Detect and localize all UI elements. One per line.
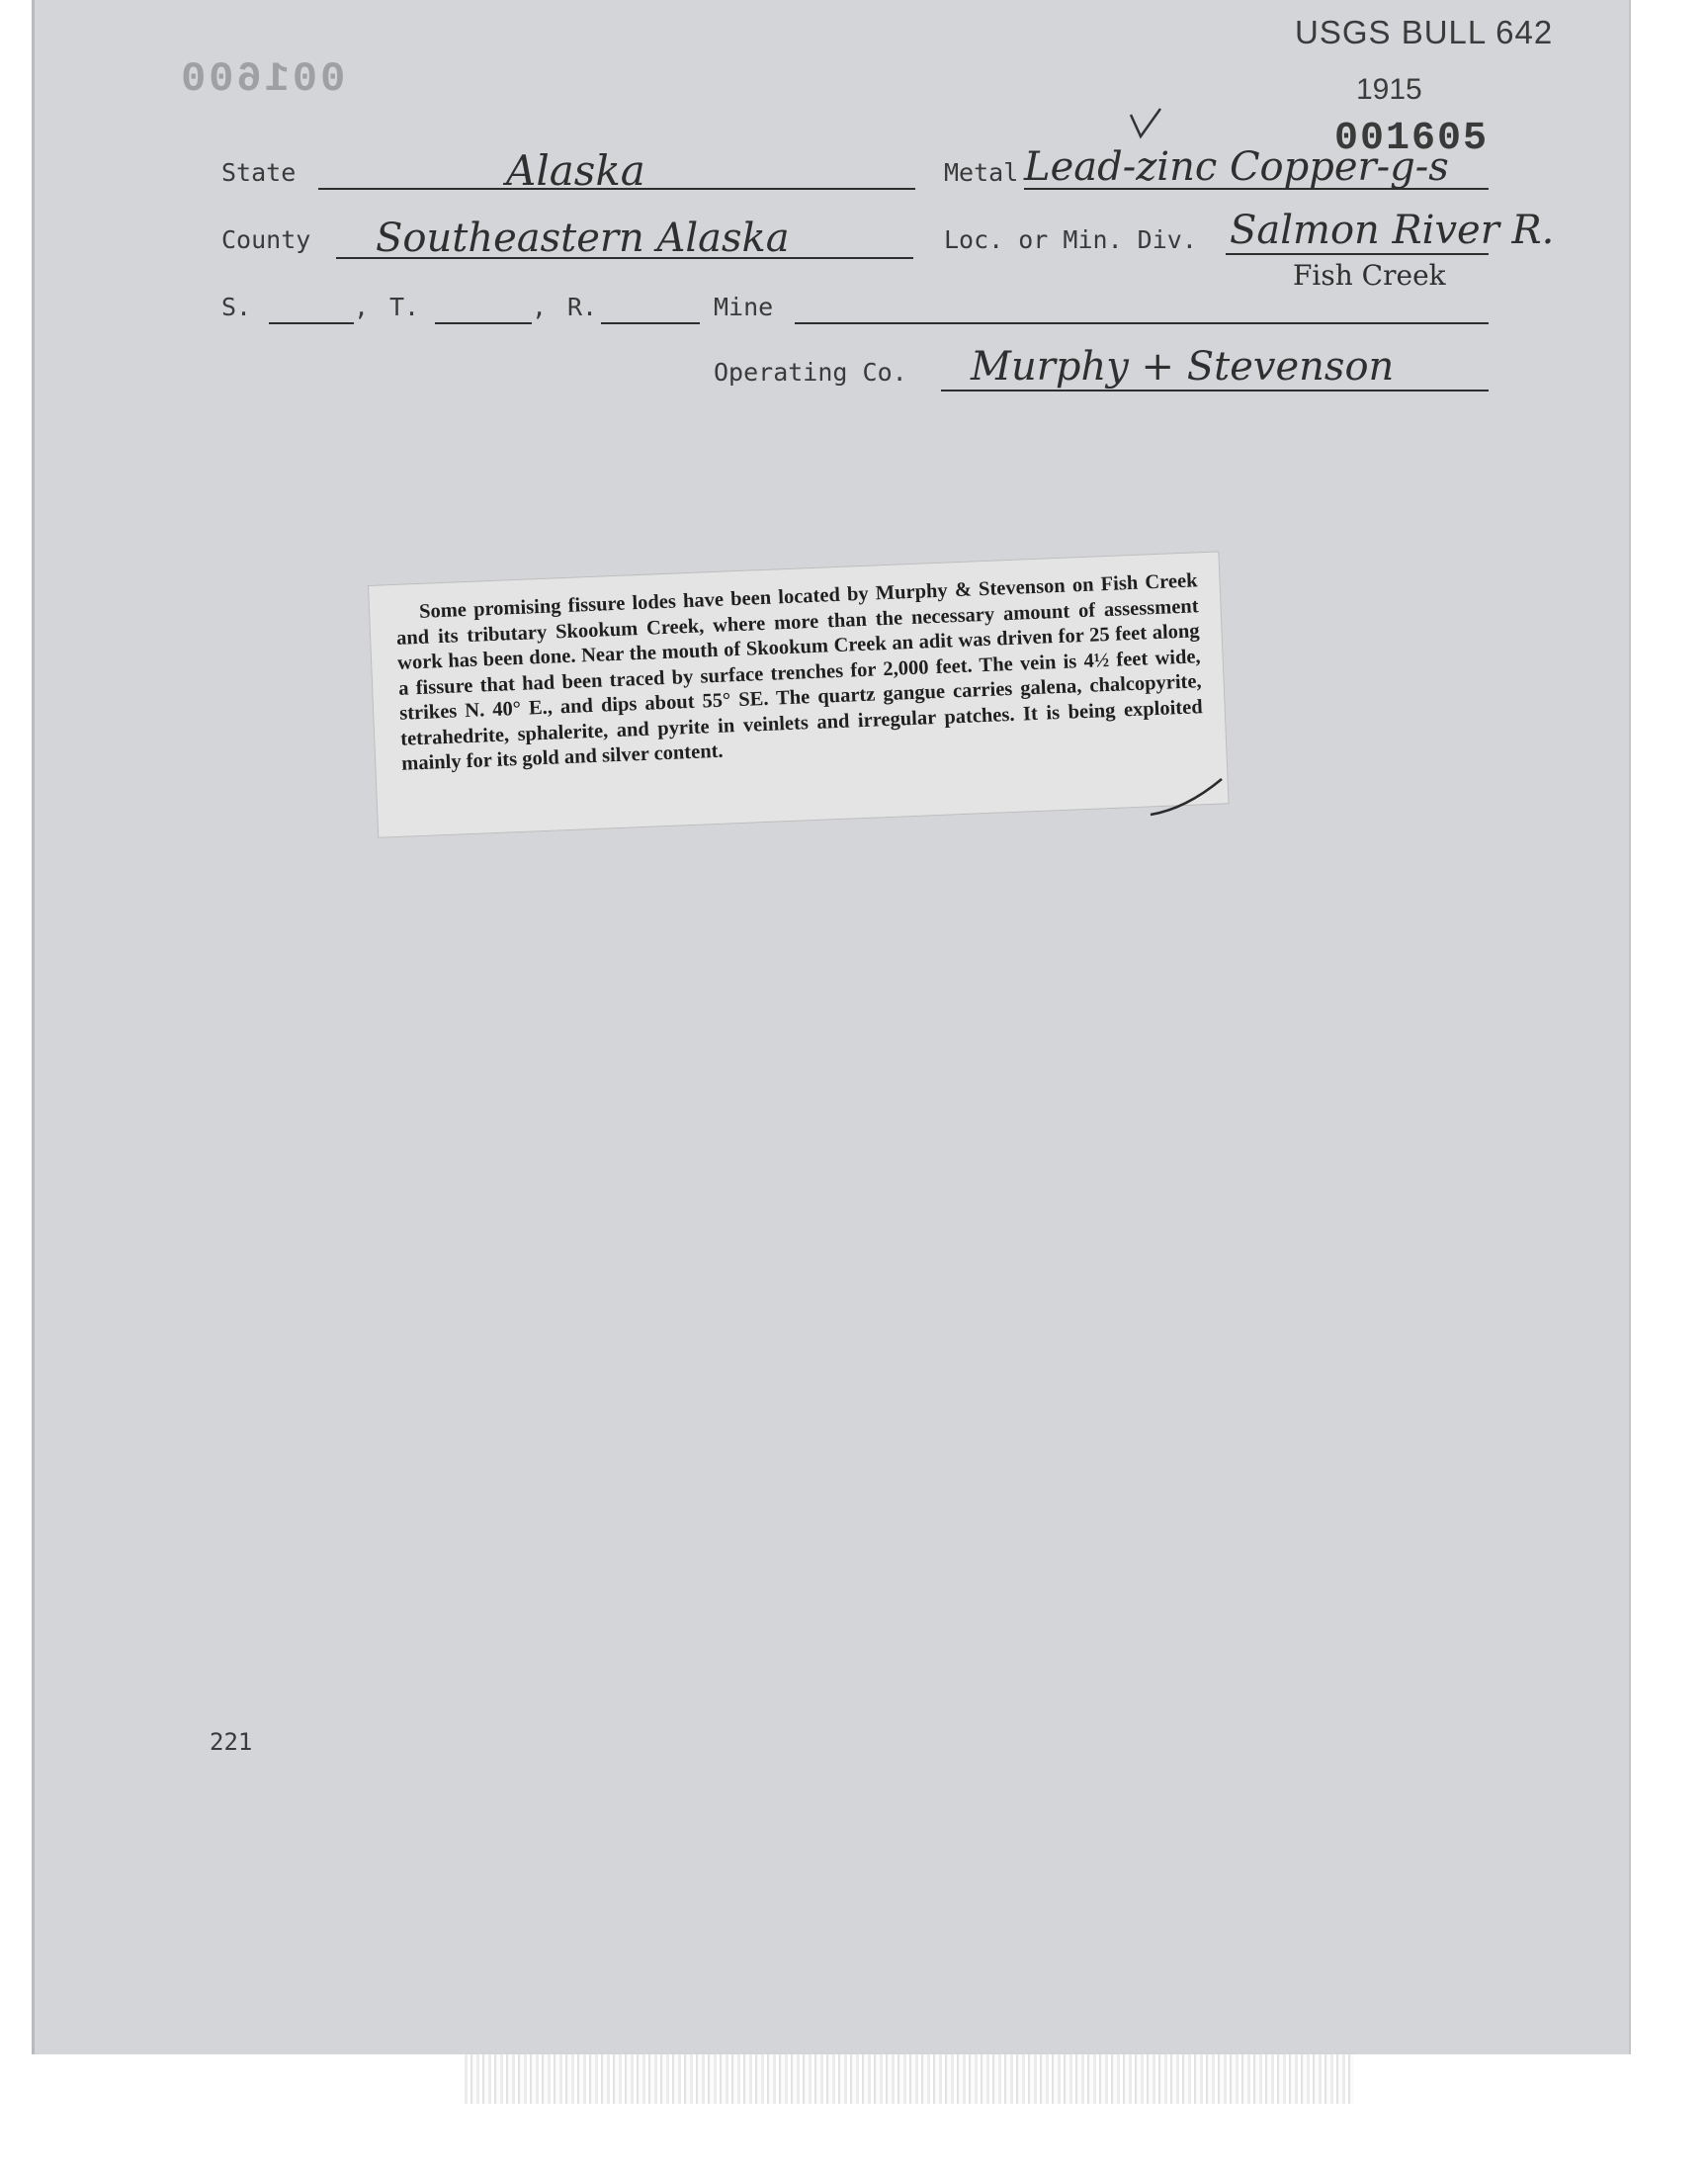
clipping-text: Some promising fissure lodes have been located by Murphy & Stevenson on Fish Creek and its tributary Skookum Creek, where more than the necessary amount of assessment work has been done. Near the mouth of Skookum Creek an adit was driven for 25 feet along a fissure that had been traced by surface trenches for 2,000 feet. The vein is 4½ feet wide, strikes N. 40° E., and dips about 55° SE. The quartz gangue carries galena, chalcopyrite, tetrahedrite, sphalerite, and pyrite in veinlets and irregular patches. It is being exploited mainly for its gold and silver content. xyxy=(395,569,1204,775)
mine-line xyxy=(795,322,1489,324)
operating-label: Operating Co. xyxy=(714,358,907,387)
range-line xyxy=(601,322,700,324)
text-clipping xyxy=(368,551,1230,837)
operating-line xyxy=(941,390,1489,392)
check-mark-icon xyxy=(1127,105,1166,144)
operating-value: Murphy + Stevenson xyxy=(971,344,1395,390)
scan-edge-strip xyxy=(465,2054,1354,2104)
comma-2: , xyxy=(532,293,548,321)
record-card xyxy=(32,0,1631,2054)
comma-1: , xyxy=(354,293,370,321)
section-label: S. xyxy=(221,293,252,321)
metal-value: Lead-zinc Copper-g-s xyxy=(1024,144,1449,190)
ghost-record-number: 001600 xyxy=(178,55,346,103)
mine-label: Mine xyxy=(714,293,774,321)
pen-check-stroke xyxy=(1147,773,1226,821)
locdiv-label: Loc. or Min. Div. xyxy=(944,225,1197,254)
county-line xyxy=(336,257,913,259)
page-number: 221 xyxy=(210,1728,253,1756)
township-line xyxy=(435,322,532,324)
state-value: Alaska xyxy=(506,146,645,195)
locdiv-line xyxy=(1226,253,1489,255)
county-label: County xyxy=(221,225,311,254)
state-line xyxy=(318,188,915,190)
metal-line xyxy=(1024,188,1489,190)
metal-label: Metal xyxy=(944,158,1019,187)
year: 1915 xyxy=(1356,73,1422,106)
range-label: R. xyxy=(567,293,598,321)
state-label: State xyxy=(221,158,297,187)
source-reference: USGS BULL 642 xyxy=(1295,14,1554,50)
locdiv-value: Salmon River R. xyxy=(1230,208,1555,253)
township-label: T. xyxy=(389,293,420,321)
record-number-stamp: 001605 xyxy=(1334,117,1490,161)
section-line xyxy=(269,322,354,324)
county-value: Southeastern Alaska xyxy=(376,216,790,261)
locdiv-note: Fish Creek xyxy=(1293,259,1446,292)
